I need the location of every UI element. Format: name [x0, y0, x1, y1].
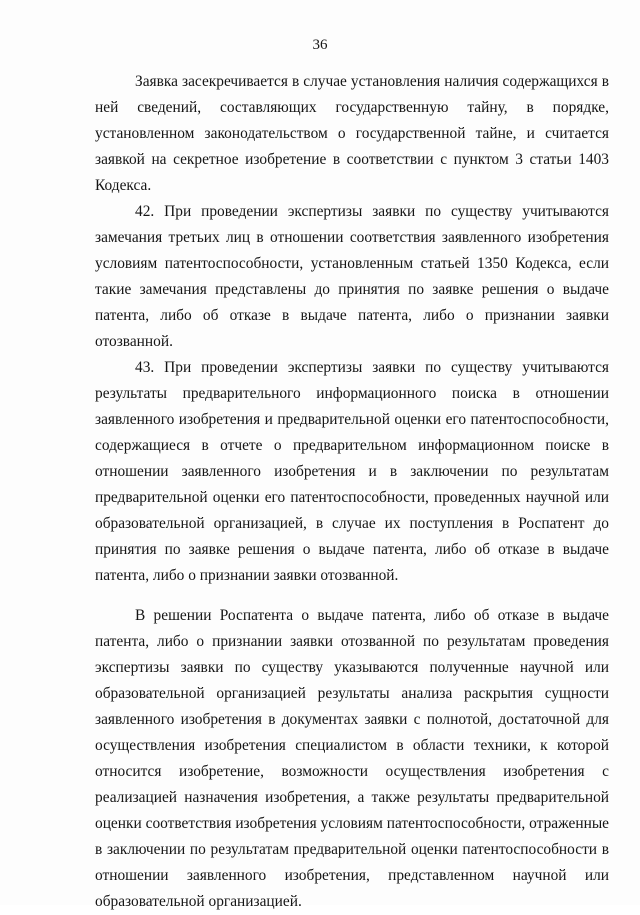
- page-number: 36: [312, 37, 328, 53]
- paragraph-item-43: 43. При проведении экспертизы заявки по существу учитываются результаты предварительного информационного поиска в отношении заявленного изобретения и предварительной оценки его патентоспособности, содержащиеся в отчете о предварительном информационном поиске в отношении заявленного изобретения и в заключении по результатам предварительной оценки его патентоспособности, проведенных научной или образовательной организацией, в случае их поступления в Роспатент до принятия по заявке решения о выдаче патента, либо об отказе в выдаче патента, либо о признании заявки отозванной.: [95, 359, 609, 584]
- paragraph-item-42: 42. При проведении экспертизы заявки по существу учитываются замечания третьих лиц в отношении соответствия заявленного изобретения условиям патентоспособности, установленным статьей 1350 Кодекса, если такие замечания представлены до принятия по заявке решения о выдаче патента, либо об отказе в выдаче патента, либо о признании заявки отозванной.: [95, 203, 609, 350]
- paragraph-classification: Заявка засекречивается в случае установления наличия содержащихся в ней сведений, составляющих государственную тайну, в порядке, установленном законодательством о государственной тайне, и считается заявкой на секретное изобретение в соответствии с пунктом 3 статьи 1403 Кодекса.: [95, 73, 609, 194]
- body-text: [95, 69, 609, 915]
- paragraph-decision: В решении Роспатента о выдаче патента, либо об отказе в выдаче патента, либо о признании заявки отозванной по результатам проведения экспертизы заявки по существу указываются полученные научной или образовательной организацией результаты анализа раскрытия сущности заявленного изобретения в документах заявки с полнотой, достаточной для осуществления изобретения специалистом в области техники, к которой относится изобретение, возможности осуществления изобретения с реализацией назначения изобретения, а также результаты предварительной оценки соответствия изобретения условиям патентоспособности, отраженные в заключении по результатам предварительной оценки патентоспособности в отношении заявленного изобретения, представленном научной или образовательной организацией.: [95, 607, 609, 910]
